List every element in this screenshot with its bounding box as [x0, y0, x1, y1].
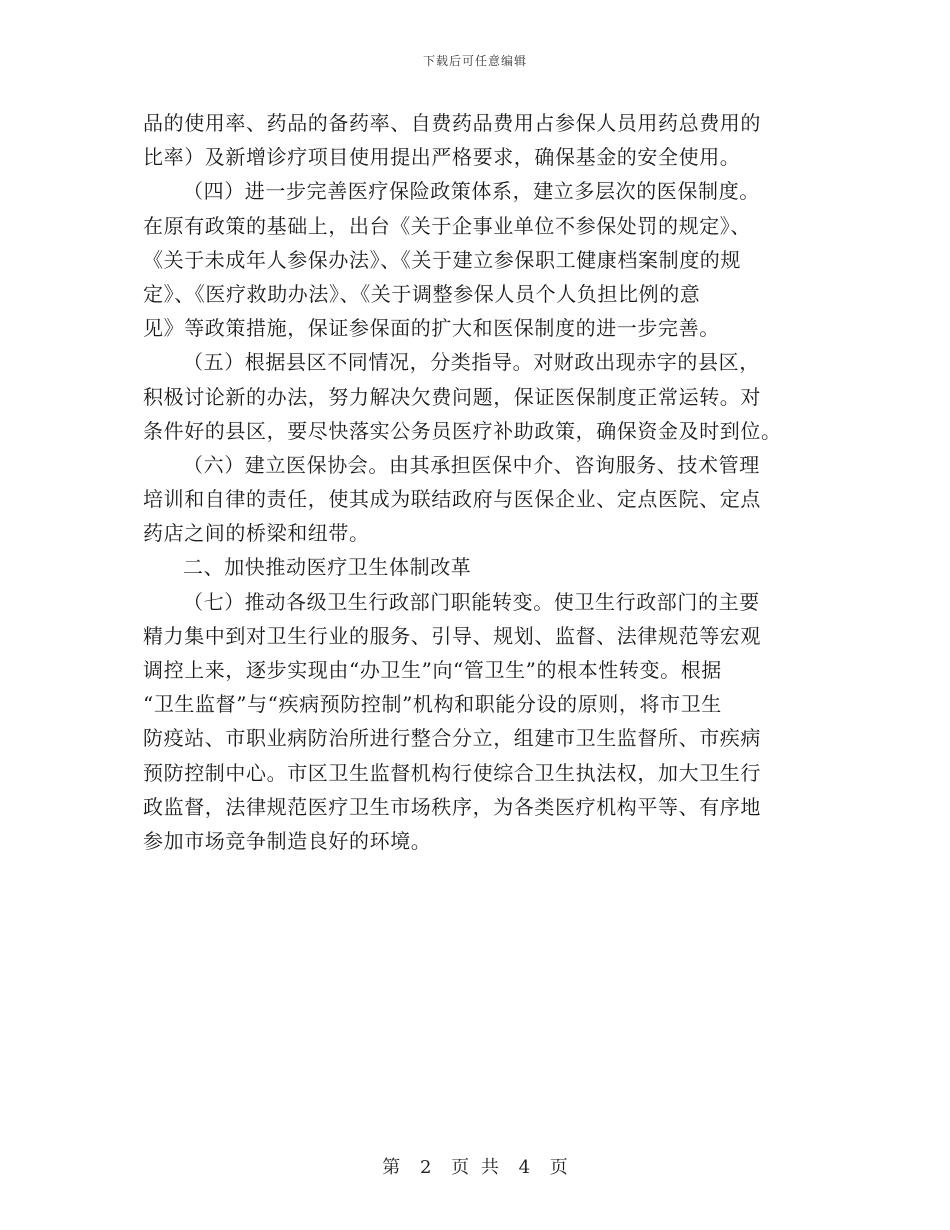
body-text-line: 定》、《医疗救助办法》、《关于调整参保人员个人负担比例的意 — [143, 281, 701, 306]
body-text-line: 在原有政策的基础上，出台《关于企事业单位不参保处罚的规定》、 — [143, 213, 751, 238]
body-text-line: （六）建立医保协会。由其承担医保中介、咨询服务、技术管理 — [183, 452, 760, 477]
footer-current-page: 2 — [419, 1157, 432, 1178]
body-text-line: 见》等政策措施，保证参保面的扩大和医保制度的进一步完善。 — [143, 316, 720, 341]
body-text-line: 二、加快推动医疗卫生体制改革 — [183, 555, 472, 580]
body-text-line: “卫生监督”与“疾病预防控制”机构和职能分设的原则，将市卫生 — [143, 692, 722, 717]
page-header-note: 下载后可任意编辑 — [422, 54, 527, 68]
body-text-line: 参加市场竞争制造良好的环境。 — [143, 828, 432, 853]
body-text-line: 调控上来，逐步实现由“办卫生”向“管卫生”的根本性转变。根据 — [143, 658, 722, 682]
body-text-line: 《关于未成年人参保办法》、《关于建立参保职工健康档案制度的规 — [143, 247, 741, 272]
body-text-line: 品的使用率、药品的备药率、自费药品费用占参保人员用药总费用的 — [143, 111, 761, 135]
body-text-line: 条件好的县区，要尽快落实公务员医疗补助政策，确保资金及时到位。 — [143, 418, 782, 443]
body-text-line: 预防控制中心。市区卫生监督机构行使综合卫生执法权，加大卫生行 — [143, 760, 761, 785]
footer-label-before: 第 — [382, 1157, 401, 1178]
footer-total-pages: 4 — [518, 1157, 531, 1178]
body-text-line: 防疫站、市职业病防治所进行整合分立，组建市卫生监督所、市疾病 — [143, 726, 761, 751]
body-text-line: 政监督，法律规范医疗卫生市场秩序，为各类医疗机构平等、有序地 — [143, 794, 761, 819]
body-text-line: 培训和自律的责任，使其成为联结政府与医保企业、定点医院、定点 — [143, 487, 761, 512]
body-text-line: 精力集中到对卫生行业的服务、引导、规划、监督、法律规范等宏观 — [143, 623, 761, 648]
footer-label-after: 页 — [549, 1157, 568, 1178]
body-text-line: 积极讨论新的办法，努力解决欠费问题，保证医保制度正常运转。对 — [143, 384, 761, 409]
body-text-line: 比率）及新增诊疗项目使用提出严格要求，确保基金的安全使用。 — [143, 145, 741, 170]
footer-label-middle: 页 共 — [451, 1157, 499, 1178]
body-text-line: 药店之间的桥梁和纽带。 — [143, 521, 370, 546]
document-body — [143, 106, 815, 858]
body-text-line: （五）根据县区不同情况，分类指导。对财政出现赤字的县区， — [183, 350, 760, 375]
body-text-line: （四）进一步完善医疗保险政策体系，建立多层次的医保制度。 — [183, 179, 760, 204]
body-text-line: （七）推动各级卫生行政部门职能转变。使卫生行政部门的主要 — [183, 589, 760, 614]
page-footer — [0, 1153, 950, 1179]
